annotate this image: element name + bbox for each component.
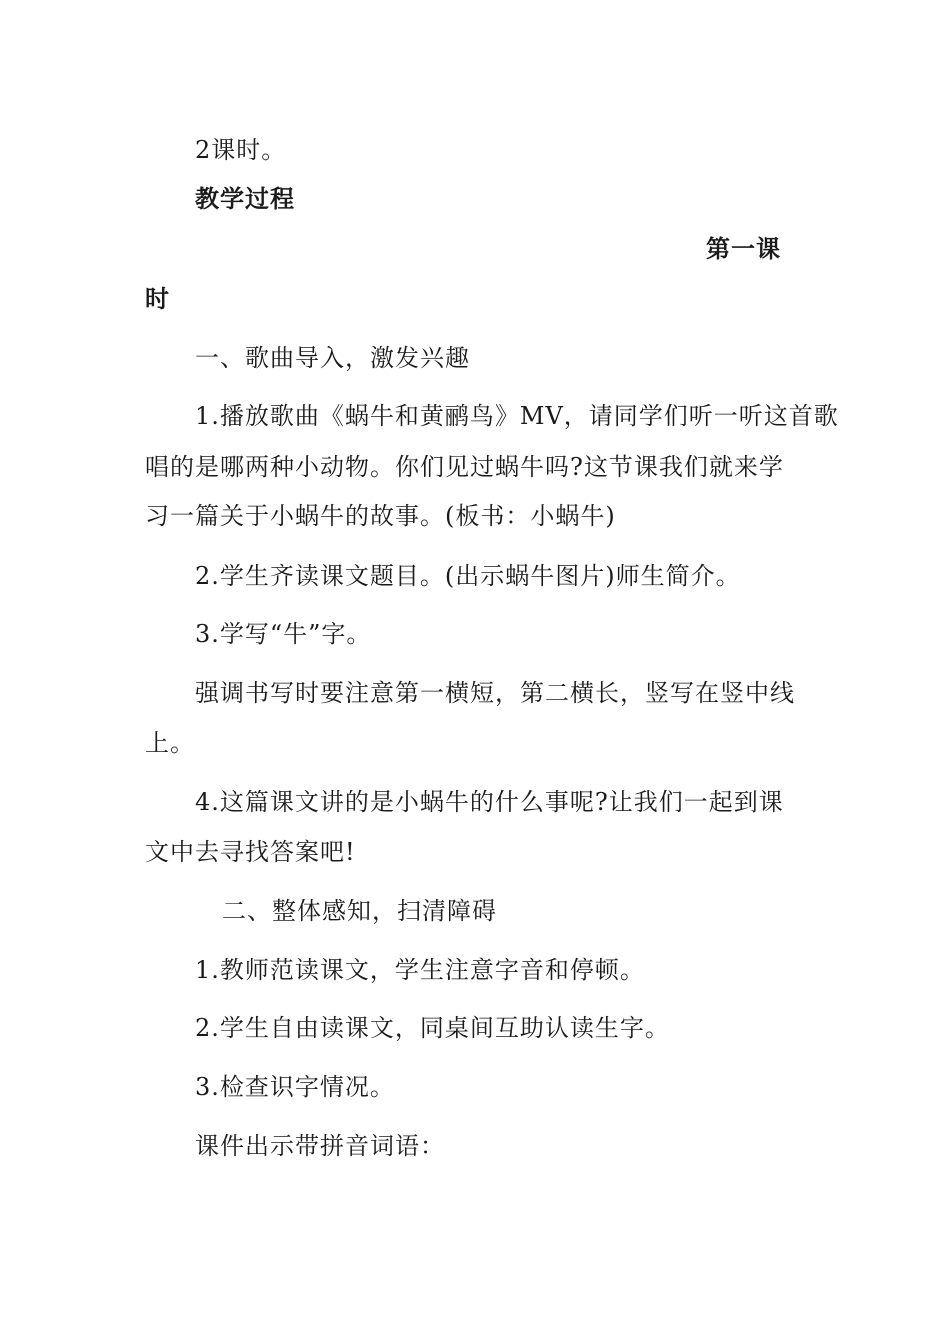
paragraph-line: 1.播放歌曲《蜗牛和黄鹂鸟》MV，请同学们听一听这首歌 xyxy=(195,402,839,430)
paragraph-line: 2.学生齐读课文题目。(出示蜗牛图片)师生简介。 xyxy=(195,562,741,590)
paragraph-line: 课件出示带拼音词语： xyxy=(195,1132,445,1160)
text-line: 2课时。 xyxy=(195,136,287,164)
paragraph-line: 强调书写时要注意第一横短，第二横长，竖写在竖中线 xyxy=(195,679,795,707)
paragraph-line: 4.这篇课文讲的是小蜗牛的什么事呢?让我们一起到课 xyxy=(195,788,784,816)
paragraph-line: 1.教师范读课文，学生注意字音和停顿。 xyxy=(195,956,645,984)
lesson-heading-cont: 时 xyxy=(145,285,170,313)
section-heading: 教学过程 xyxy=(195,185,295,213)
paragraph-line: 习一篇关于小蜗牛的故事。(板书：小蜗牛) xyxy=(145,502,616,530)
paragraph-line: 文中去寻找答案吧! xyxy=(145,838,356,866)
paragraph-line: 唱的是哪两种小动物。你们见过蜗牛吗?这节课我们就来学 xyxy=(145,453,784,481)
paragraph-line: 3.学写“牛”字。 xyxy=(195,620,372,648)
lesson-heading: 第一课 xyxy=(706,235,781,263)
subsection-heading: 一、歌曲导入，激发兴趣 xyxy=(195,344,470,372)
subsection-heading: 二、整体感知，扫清障碍 xyxy=(222,897,497,925)
paragraph-line: 2.学生自由读课文，同桌间互助认读生字。 xyxy=(195,1014,670,1042)
paragraph-line: 3.检查识字情况。 xyxy=(195,1073,395,1101)
paragraph-line: 上。 xyxy=(145,729,195,757)
